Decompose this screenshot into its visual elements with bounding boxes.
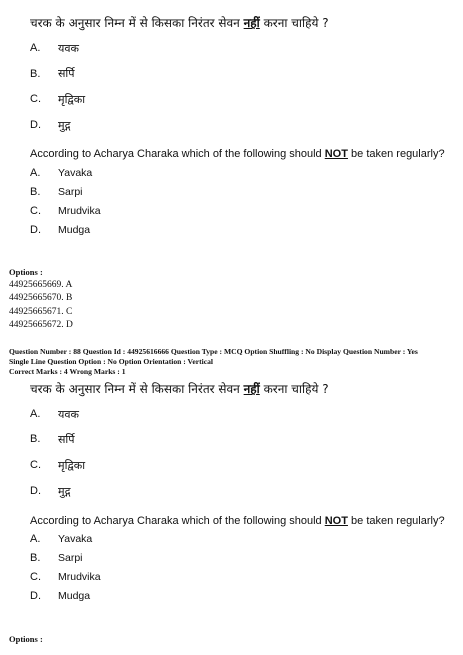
option-letter: B.: [30, 552, 41, 564]
option-letter: C.: [30, 205, 41, 217]
option-letter: D.: [30, 224, 41, 236]
option-letter: B.: [30, 68, 41, 80]
options-label: Options :: [9, 267, 43, 277]
question-meta-line: Single Line Question Option : No Option Orientation : Vertical: [9, 357, 213, 366]
option-letter: D.: [30, 119, 41, 131]
option-text: यवक: [58, 42, 79, 55]
option-id: 44925665672. D: [9, 320, 73, 330]
option-id: 44925665670. B: [9, 293, 73, 303]
question-hindi: [30, 380, 329, 397]
question-hindi-text-end: करना चाहिये ?: [259, 16, 329, 30]
option-text: Mudga: [58, 224, 91, 236]
option-text: Yavaka: [58, 167, 93, 179]
question-english-text-end: be taken regularly?: [347, 515, 445, 527]
option-text: Sarpi: [58, 552, 83, 564]
option-letter: D.: [30, 590, 41, 602]
question-english-text: According to Acharya Charaka which of the following should: [30, 148, 325, 160]
question-english: [30, 515, 445, 527]
option-letter: A.: [30, 408, 41, 420]
option-text: मृद्विका: [58, 459, 86, 472]
option-text: Yavaka: [58, 533, 93, 545]
option-letter: B.: [30, 186, 41, 198]
option-letter: C.: [30, 459, 41, 471]
option-text: मुद्ग: [58, 119, 71, 132]
option-text: सर्पि: [58, 67, 75, 80]
option-letter: D.: [30, 485, 41, 497]
option-letter: A.: [30, 42, 41, 54]
question-english-text-end: be taken regularly?: [347, 148, 445, 160]
question-hindi-emphasis: नहीं: [243, 382, 260, 396]
question-english-emphasis: NOT: [324, 148, 348, 160]
option-letter: B.: [30, 433, 41, 445]
option-letter: A.: [30, 533, 41, 545]
question-hindi-text: चरक के अनुसार निम्न में से किसका निरंतर सेवन: [30, 382, 244, 396]
option-id: 44925665671. C: [9, 307, 73, 317]
option-text: Mrudvika: [58, 571, 101, 583]
question-hindi-emphasis: नहीं: [243, 16, 260, 30]
question-hindi-text: चरक के अनुसार निम्न में से किसका निरंतर सेवन: [30, 16, 244, 30]
question-meta-line: Question Number : 88 Question Id : 44925616666 Question Type : MCQ Option Shuffling : No Display Question Number : Yes: [9, 347, 418, 356]
option-text: Sarpi: [58, 186, 83, 198]
question-hindi: [30, 14, 329, 31]
option-letter: A.: [30, 167, 41, 179]
question-english-text: According to Acharya Charaka which of the following should: [30, 515, 325, 527]
option-text: Mrudvika: [58, 205, 101, 217]
option-text: मृद्विका: [58, 93, 86, 106]
question-meta-line: Correct Marks : 4 Wrong Marks : 1: [9, 367, 126, 376]
option-text: मुद्ग: [58, 485, 71, 498]
option-letter: C.: [30, 93, 41, 105]
question-english: [30, 148, 445, 160]
question-english-emphasis: NOT: [324, 515, 348, 527]
question-hindi-text-end: करना चाहिये ?: [259, 382, 329, 396]
option-text: Mudga: [58, 590, 91, 602]
option-id: 44925665669. A: [9, 280, 73, 290]
options-label: Options :: [9, 634, 43, 644]
option-letter: C.: [30, 571, 41, 583]
option-text: यवक: [58, 408, 79, 421]
option-text: सर्पि: [58, 433, 75, 446]
